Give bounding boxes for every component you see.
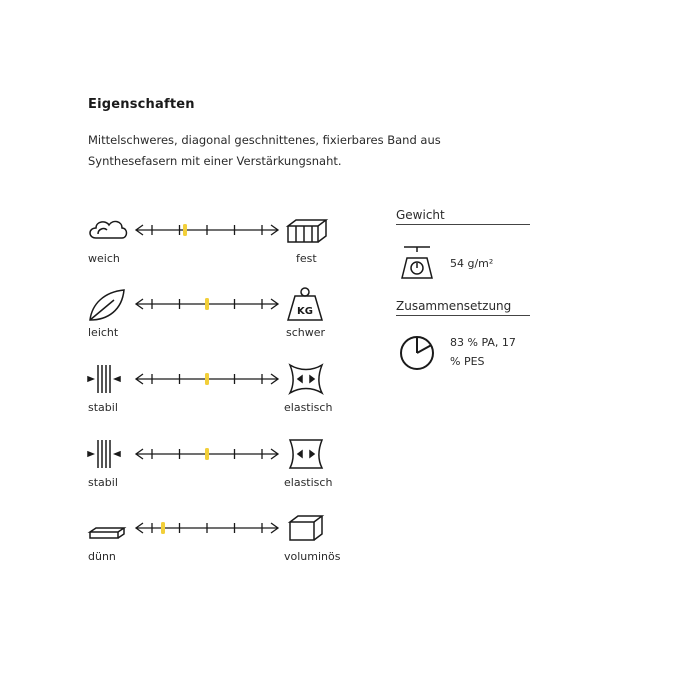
weight-kg-icon xyxy=(288,288,322,320)
brick-icon xyxy=(288,220,326,242)
description-line: Mittelschweres, diagonal geschnittenes, fixierbares Band aus xyxy=(88,133,441,147)
composition-heading: Zusammensetzung xyxy=(396,299,530,316)
compressed-lines-icon xyxy=(88,440,120,468)
right-label: elastisch xyxy=(284,476,333,489)
property-softness xyxy=(86,212,356,272)
scale-track xyxy=(136,298,278,310)
scale-track xyxy=(136,224,278,236)
property-elasticity xyxy=(86,361,356,421)
composition-line: % PES xyxy=(450,355,485,368)
level-marker xyxy=(205,448,209,460)
stretch-icon xyxy=(290,440,322,468)
weight-heading: Gewicht xyxy=(396,208,530,225)
weight-kg-text: KG xyxy=(297,306,313,317)
property-volume xyxy=(86,510,356,570)
scale-track xyxy=(136,373,278,385)
thin-box-icon xyxy=(90,528,124,538)
left-label: stabil xyxy=(88,401,118,414)
left-label: leicht xyxy=(88,326,119,339)
weight-value: 54 g/m² xyxy=(450,257,494,270)
property-scale xyxy=(86,212,356,252)
section-description xyxy=(88,130,508,172)
cloud-icon xyxy=(90,221,127,238)
property-elasticity xyxy=(86,436,356,496)
scale-track xyxy=(136,522,278,534)
leaf-icon xyxy=(90,290,124,320)
compressed-lines-icon xyxy=(88,365,120,393)
thick-box-icon xyxy=(290,516,322,540)
right-label: elastisch xyxy=(284,401,333,414)
property-scale xyxy=(86,361,356,401)
level-marker xyxy=(161,522,165,534)
left-label: weich xyxy=(88,252,120,265)
level-marker xyxy=(183,224,187,236)
left-label: dünn xyxy=(88,550,116,563)
right-label: voluminös xyxy=(284,550,341,563)
composition-line: 83 % PA, 17 xyxy=(450,336,516,349)
section-title: Eigenschaften xyxy=(88,97,195,112)
right-label: schwer xyxy=(286,326,326,339)
composition-value xyxy=(450,333,516,371)
level-marker xyxy=(205,298,209,310)
right-label: fest xyxy=(296,252,317,265)
stretch-icon xyxy=(290,365,322,393)
property-scale xyxy=(86,436,356,476)
scale-track xyxy=(136,448,278,460)
scale-icon xyxy=(398,244,436,280)
level-marker xyxy=(205,373,209,385)
property-weight xyxy=(86,286,356,346)
pie-chart-icon xyxy=(398,334,436,372)
property-scale xyxy=(86,286,356,326)
left-label: stabil xyxy=(88,476,118,489)
description-line: Synthesefasern mit einer Verstärkungsnaht. xyxy=(88,154,342,168)
property-scale xyxy=(86,510,356,550)
